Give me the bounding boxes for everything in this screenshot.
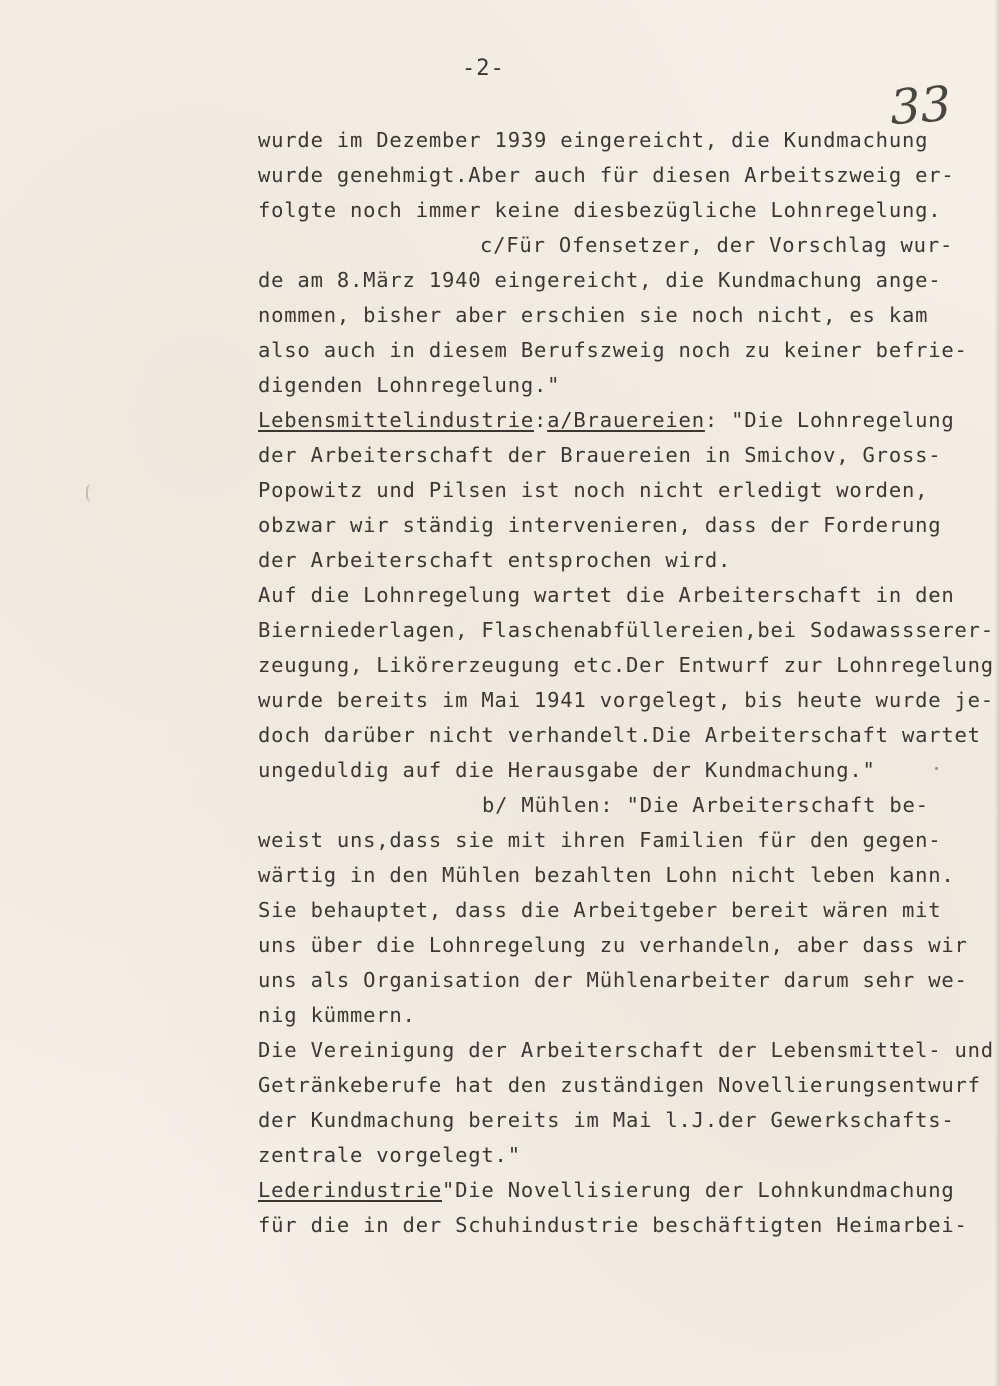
text-line: der Arbeiterschaft der Brauereien in Smichov, Gross- [258,443,942,467]
section-heading-line [258,408,955,432]
text-line: der Arbeiterschaft entsprochen wird. [258,548,732,572]
text-line: für die in der Schuhindustrie beschäftigten Heimarbei- [258,1213,968,1237]
text-line: Auf die Lohnregelung wartet die Arbeiterschaft in den [258,583,955,607]
text-line: wurde im Dezember 1939 eingereicht, die Kundmachung [258,128,929,152]
text-line: Getränkeberufe hat den zuständigen Novellierungsentwurf [258,1073,981,1097]
text-line: c/Für Ofensetzer, der Vorschlag wur- [480,233,954,257]
text-line: uns als Organisation der Mühlenarbeiter darum sehr we- [258,968,968,992]
text-line: wärtig in den Mühlen bezahlten Lohn nicht leben kann. [258,863,955,887]
text-line: wurde genehmigt.Aber auch für diesen Arbeitszweig er- [258,163,955,187]
text-line: digenden Lohnregelung." [258,373,561,397]
section-heading: Lederindustrie [258,1178,442,1202]
heading-separator: : [533,408,548,432]
text-line: de am 8.März 1940 eingereicht, die Kundmachung ange- [258,268,942,292]
page-number: -2- [462,56,505,81]
subsection-heading: a/Brauereien [547,408,705,432]
ink-speck [935,767,938,770]
text-line: Sie behauptet, dass die Arbeitgeber bereit wären mit [258,898,942,922]
text-line: weist uns,dass sie mit ihren Familien für den gegen- [258,828,942,852]
text-line: wurde bereits im Mai 1941 vorgelegt, bis heute wurde je- [258,688,994,712]
section-heading: Lebensmittelindustrie [258,408,534,432]
text-line: doch darüber nicht verhandelt.Die Arbeiterschaft wartet [258,723,981,747]
text-line: der Kundmachung bereits im Mai l.J.der Gewerkschafts- [258,1108,955,1132]
text-line: obzwar wir ständig intervenieren, dass der Forderung [258,513,942,537]
text-line: also auch in diesem Berufszweig noch zu keiner befrie- [258,338,968,362]
page-edge-shadow [994,0,1000,1386]
text-line: nommen, bisher aber erschien sie noch nicht, es kam [258,303,929,327]
section-heading-line [258,1178,955,1202]
text-line: ungeduldig auf die Herausgabe der Kundmachung." [258,758,876,782]
text-line-rest: "Die Novellisierung der Lohnkundmachung [442,1178,955,1202]
text-line: Popowitz und Pilsen ist noch nicht erledigt worden, [258,478,929,502]
punch-hole-mark [86,484,98,502]
text-line: folgte noch immer keine diesbezügliche Lohnregelung. [258,198,942,222]
handwritten-folio-number: 33 [888,75,953,137]
text-line: uns über die Lohnregelung zu verhandeln, aber dass wir [258,933,968,957]
text-line: zeugung, Likörerzeugung etc.Der Entwurf zur Lohnregelung [258,653,994,677]
text-line: Bierniederlagen, Flaschenabfüllereien,bei Sodawassserer- [258,618,994,642]
text-line: zentrale vorgelegt." [258,1143,521,1167]
text-line: b/ Mühlen: "Die Arbeiterschaft be- [482,793,929,817]
text-line-rest: : "Die Lohnregelung [704,408,955,432]
text-line: nig kümmern. [258,1003,416,1027]
text-line: Die Vereinigung der Arbeiterschaft der Lebensmittel- und [258,1038,994,1062]
